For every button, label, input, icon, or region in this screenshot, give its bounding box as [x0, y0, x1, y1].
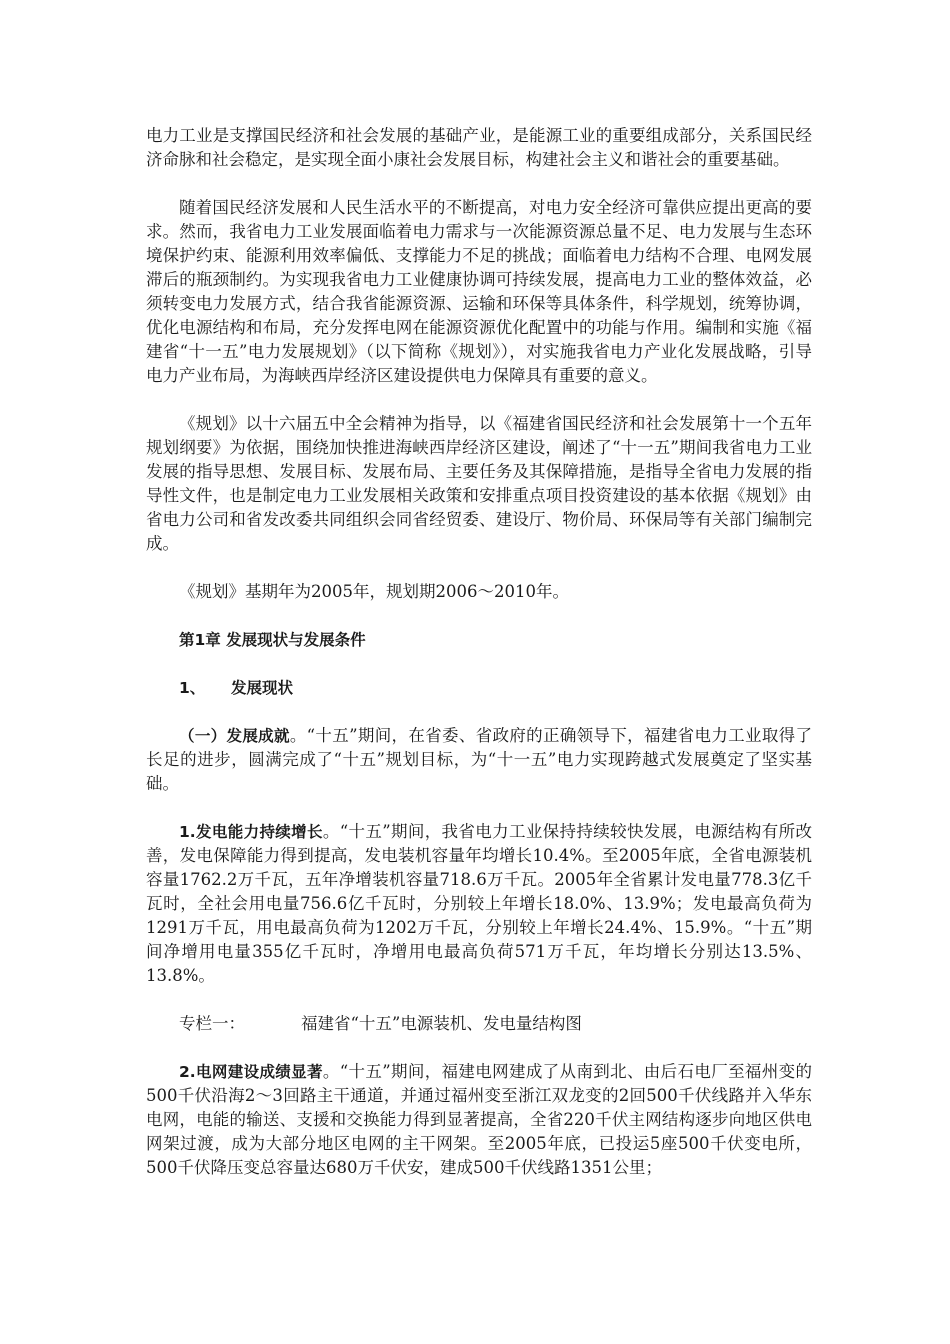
document-page	[146, 124, 812, 1180]
generation-body: 。“十五”期间，我省电力工业保持持续较快发展，电源结构有所改善，发电保障能力得到提高，发电装机容量年均增长10.4%。至2005年底，全省电源装机容量1762.2万千瓦，五年净增装机容量718.6万千瓦。2005年全省累计发电量778.3亿千瓦时，全社会用电量756.6亿千瓦时，分别较上年增长18.0%、13.9%；发电最高负荷为1291万千瓦，用电最高负荷为1202万千瓦，分别较上年增长24.4%、15.9%。“十五”期间净增用电量355亿千瓦时，净增用电最高负荷571万千瓦，年均增长分别达13.5%、13.8%。	[146, 822, 812, 985]
sidebar-note	[179, 1012, 812, 1036]
grid-body: 。“十五”期间，福建电网建成了从南到北、由后石电厂至福州变的500千伏沿海2～3回路主干通道，并通过福州变至浙江双龙变的2回500千伏线路并入华东电网，电能的输送、支援和交换能力得到显著提高，全省220千伏主网结构逐步向地区供电网架过渡，成为大部分地区电网的主干网架。至2005年底，已投运5座500千伏变电所，500千伏降压变总容量达680万千伏安，建成500千伏线路1351公里；	[146, 1062, 812, 1177]
grid-paragraph	[146, 1060, 812, 1180]
sidebar-title: 福建省“十五”电源装机、发电量结构图	[301, 1014, 582, 1033]
planning-period-paragraph: 《规划》基期年为2005年，规划期2006～2010年。	[179, 582, 569, 601]
achievements-lead: （一）发展成就	[179, 727, 290, 745]
background-paragraph: 随着国民经济发展和人民生活水平的不断提高，对电力安全经济可靠供应提出更高的要求。然而，我省电力工业发展面临着电力需求与一次能源资源总量不足、电力发展与生态环境保护约束、能源利用效率偏低、支撑能力不足的挑战；面临着电力结构不合理、电网发展滞后的瓶颈制约。为实现我省电力工业健康协调可持续发展，提高电力工业的整体效益，必须转变电力发展方式，结合我省能源资源、运输和环保等具体条件，科学规划，统筹协调，优化电源结构和布局，充分发挥电网在能源资源优化配置中的功能与作用。编制和实施《福建省“十一五”电力发展规划》（以下简称《规划》），对实施我省电力产业化发展战略，引导电力产业布局，为海峡西岸经济区建设提供电力保障具有重要的意义。	[146, 198, 812, 385]
section-number: 1、	[179, 679, 206, 697]
section-heading	[179, 676, 812, 700]
grid-lead: 2.电网建设成绩显著	[179, 1063, 323, 1081]
chapter-heading: 第1章 发展现状与发展条件	[179, 631, 366, 649]
achievements-paragraph	[146, 724, 812, 796]
generation-paragraph	[146, 820, 812, 988]
guideline-paragraph: 《规划》以十六届五中全会精神为指导，以《福建省国民经济和社会发展第十一个五年规划纲要》为依据，围绕加快推进海峡西岸经济区建设，阐述了“十一五”期间我省电力工业发展的指导思想、发展目标、发展布局、主要任务及其保障措施，是指导全省电力发展的指导性文件，也是制定电力工业发展相关政策和安排重点项目投资建设的基本依据《规划》由省电力公司和省发改委共同组织会同省经贸委、建设厅、物价局、环保局等有关部门编制完成。	[146, 414, 812, 553]
generation-lead: 1.发电能力持续增长	[179, 823, 323, 841]
achievements-body: 。“十五”期间，在省委、省政府的正确领导下，福建省电力工业取得了长足的进步，圆满完成了“十五”规划目标，为“十一五”电力实现跨越式发展奠定了坚实基础。	[146, 726, 812, 793]
intro-paragraph: 电力工业是支撑国民经济和社会发展的基础产业，是能源工业的重要组成部分，关系国民经济命脉和社会稳定，是实现全面小康社会发展目标，构建社会主义和谐社会的重要基础。	[146, 126, 812, 169]
section-title: 发展现状	[231, 679, 294, 697]
sidebar-label: 专栏一：	[179, 1014, 245, 1033]
